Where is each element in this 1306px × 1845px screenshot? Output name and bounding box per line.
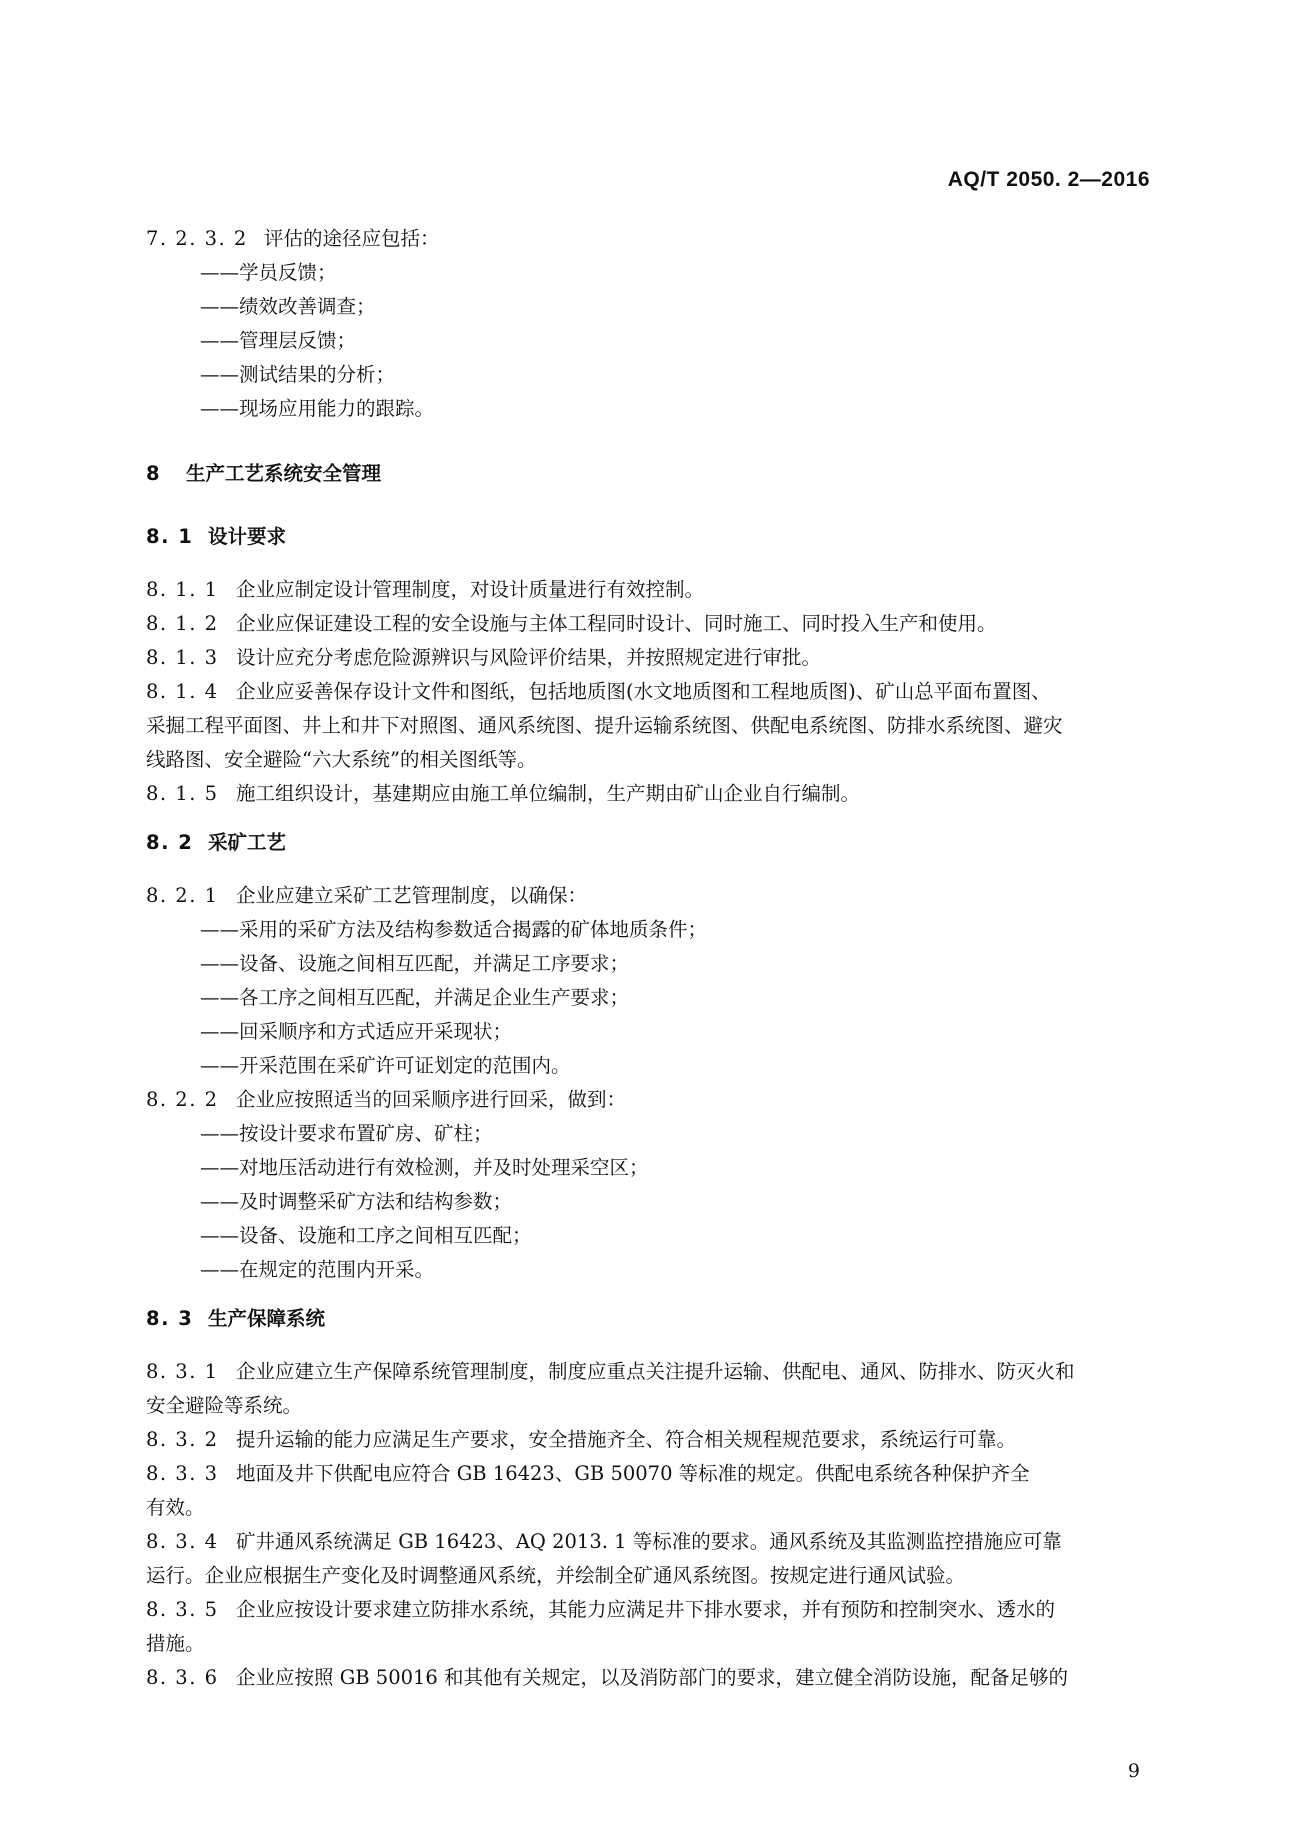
clause-8-1-5 bbox=[146, 777, 1156, 811]
clause-number: 8. 3. 5 bbox=[146, 1598, 219, 1621]
clause-text: 企业应制定设计管理制度，对设计质量进行有效控制。 bbox=[236, 578, 705, 601]
heading-number: 8. 2 bbox=[146, 831, 194, 854]
list-item: ——对地压活动进行有效检测，并及时处理采空区； bbox=[200, 1156, 649, 1179]
section-heading-8-3 bbox=[146, 1302, 1156, 1336]
clause-number: 8. 1. 1 bbox=[146, 578, 219, 601]
list-item: ——测试结果的分析； bbox=[200, 363, 396, 386]
clause-text: 企业应建立生产保障系统管理制度，制度应重点关注提升运输、供配电、通风、防排水、防灭火和 bbox=[236, 1360, 1075, 1383]
section-heading-8-1 bbox=[146, 520, 1156, 554]
heading-number: 8. 3 bbox=[146, 1307, 194, 1330]
clause-number: 8. 3. 2 bbox=[146, 1428, 219, 1451]
clause-8-2-2 bbox=[146, 1083, 1156, 1117]
clause-8-3-3 bbox=[146, 1457, 1156, 1491]
clause-8-1-1 bbox=[146, 573, 1156, 607]
list-item: ——绩效改善调查； bbox=[200, 295, 376, 318]
clause-text: 企业应按照适当的回采顺序进行回采，做到： bbox=[236, 1088, 627, 1111]
page-number: 9 bbox=[1127, 1760, 1140, 1782]
heading-title: 采矿工艺 bbox=[208, 831, 287, 854]
clause-8-3-1 bbox=[146, 1355, 1156, 1389]
clause-continuation: 安全避险等系统。 bbox=[146, 1394, 303, 1417]
clause-continuation: 线路图、安全避险“六大系统”的相关图纸等。 bbox=[146, 748, 537, 771]
clause-number: 8. 2. 1 bbox=[146, 884, 219, 907]
clause-8-2-1 bbox=[146, 879, 1156, 913]
clause-7-2-3-2 bbox=[146, 222, 1156, 256]
body-text bbox=[146, 222, 1156, 1695]
list-item: ——回采顺序和方式适应开采现状； bbox=[200, 1020, 513, 1043]
list-item: ——在规定的范围内开采。 bbox=[200, 1258, 435, 1281]
list-item: ——开采范围在采矿许可证划定的范围内。 bbox=[200, 1054, 571, 1077]
clause-number: 8. 1. 5 bbox=[146, 782, 219, 805]
clause-number: 8. 1. 4 bbox=[146, 680, 219, 703]
heading-title: 生产工艺系统安全管理 bbox=[186, 462, 382, 485]
clause-8-1-4 bbox=[146, 675, 1156, 709]
clause-text: 提升运输的能力应满足生产要求，安全措施齐全、符合相关规程规范要求，系统运行可靠。 bbox=[236, 1428, 1017, 1451]
clause-number: 8. 3. 3 bbox=[146, 1462, 219, 1485]
clause-8-1-2 bbox=[146, 607, 1156, 641]
clause-number: 8. 1. 2 bbox=[146, 612, 219, 635]
clause-text: 企业应按照 GB 50016 和其他有关规定，以及消防部门的要求，建立健全消防设施，配备足够的 bbox=[236, 1666, 1069, 1689]
list-item: ——学员反馈； bbox=[200, 261, 337, 284]
heading-number: 8. 1 bbox=[146, 525, 194, 548]
clause-text: 企业应按设计要求建立防排水系统，其能力应满足井下排水要求，并有预防和控制突水、透水的 bbox=[236, 1598, 1056, 1621]
section-heading-8-2 bbox=[146, 826, 1156, 860]
list-item: ——设备、设施和工序之间相互匹配； bbox=[200, 1224, 532, 1247]
standard-code: AQ/T 2050. 2—2016 bbox=[947, 168, 1150, 191]
clause-number: 8. 1. 3 bbox=[146, 646, 219, 669]
clause-8-3-4 bbox=[146, 1525, 1156, 1559]
clause-text: 施工组织设计，基建期应由施工单位编制，生产期由矿山企业自行编制。 bbox=[236, 782, 861, 805]
clause-number: 8. 2. 2 bbox=[146, 1088, 219, 1111]
clause-8-1-3 bbox=[146, 641, 1156, 675]
list-item: ——各工序之间相互匹配，并满足企业生产要求； bbox=[200, 986, 630, 1009]
list-item: ——现场应用能力的跟踪。 bbox=[200, 397, 435, 420]
clause-number: 7. 2. 3. 2 bbox=[146, 227, 248, 250]
clause-number: 8. 3. 1 bbox=[146, 1360, 219, 1383]
heading-number: 8 bbox=[146, 462, 162, 485]
clause-8-3-6 bbox=[146, 1661, 1156, 1695]
list-item: ——设备、设施之间相互匹配，并满足工序要求； bbox=[200, 952, 630, 975]
clause-continuation: 有效。 bbox=[146, 1496, 205, 1519]
clause-text: 评估的途径应包括： bbox=[264, 227, 440, 250]
clause-text: 企业应保证建设工程的安全设施与主体工程同时设计、同时施工、同时投入生产和使用。 bbox=[236, 612, 997, 635]
clause-text: 企业应建立采矿工艺管理制度，以确保： bbox=[236, 884, 588, 907]
clause-8-3-2 bbox=[146, 1423, 1156, 1457]
list-item: ——采用的采矿方法及结构参数适合揭露的矿体地质条件； bbox=[200, 918, 708, 941]
clause-text: 企业应妥善保存设计文件和图纸，包括地质图(水文地质图和工程地质图)、矿山总平面布置图、 bbox=[236, 680, 1051, 703]
clause-8-3-5 bbox=[146, 1593, 1156, 1627]
clause-text: 地面及井下供配电应符合 GB 16423、GB 50070 等标准的规定。供配电系统各种保护齐全 bbox=[236, 1462, 1030, 1485]
clause-text: 矿井通风系统满足 GB 16423、AQ 2013. 1 等标准的要求。通风系统及其监测监控措施应可靠 bbox=[236, 1530, 1062, 1553]
list-item: ——及时调整采矿方法和结构参数； bbox=[200, 1190, 513, 1213]
heading-title: 生产保障系统 bbox=[208, 1307, 326, 1330]
clause-continuation: 采掘工程平面图、井上和井下对照图、通风系统图、提升运输系统图、供配电系统图、防排水系统图、避灾 bbox=[146, 714, 1063, 737]
clause-number: 8. 3. 6 bbox=[146, 1666, 219, 1689]
heading-title: 设计要求 bbox=[208, 525, 287, 548]
section-heading-8 bbox=[146, 457, 1156, 491]
list-item: ——按设计要求布置矿房、矿柱； bbox=[200, 1122, 493, 1145]
clause-text: 设计应充分考虑危险源辨识与风险评价结果，并按照规定进行审批。 bbox=[236, 646, 822, 669]
clause-continuation: 运行。企业应根据生产变化及时调整通风系统，并绘制全矿通风系统图。按规定进行通风试验。 bbox=[146, 1564, 966, 1587]
clause-number: 8. 3. 4 bbox=[146, 1530, 219, 1553]
list-item: ——管理层反馈； bbox=[200, 329, 357, 352]
clause-continuation: 措施。 bbox=[146, 1632, 205, 1655]
